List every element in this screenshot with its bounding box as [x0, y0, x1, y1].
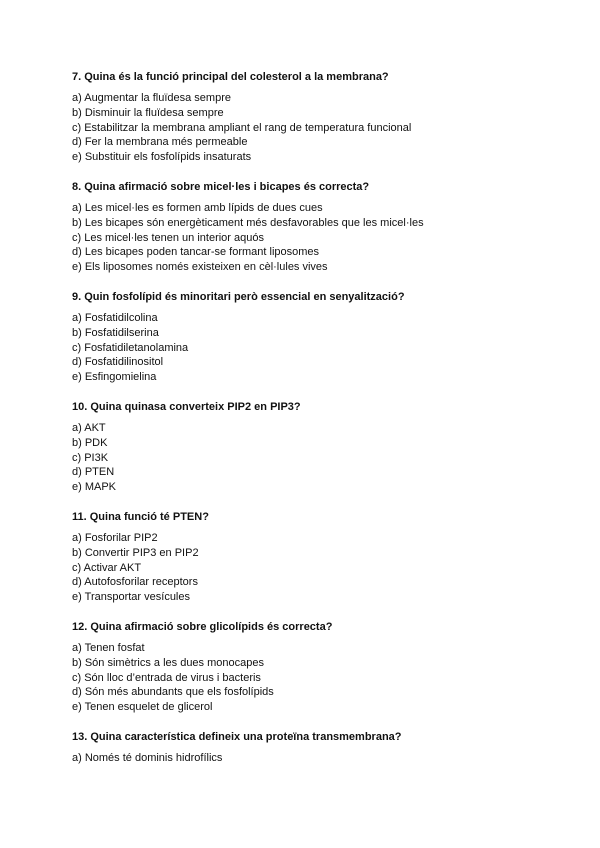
question-8	[72, 180, 542, 275]
option-b: b) Convertir PIP3 en PIP2	[72, 546, 199, 559]
question-13	[72, 730, 542, 766]
option-e: e) Substituir els fosfolípids insaturats	[72, 151, 252, 164]
question-title: 8. Quina afirmació sobre micel·les i bicapes és correcta?	[72, 180, 370, 193]
option-c: c) Són lloc d’entrada de virus i bacteris	[72, 671, 261, 684]
option-e: e) Els liposomes només existeixen en cèl·lules vives	[72, 261, 328, 274]
option-a: a) Les micel·les es formen amb lípids de dues cues	[72, 201, 323, 214]
option-a: a) Només té dominis hidrofílics	[72, 751, 223, 764]
option-list	[72, 311, 542, 385]
option-b: b) Són simètrics a les dues monocapes	[72, 656, 264, 669]
question-title: 9. Quin fosfolípid és minoritari però essencial en senyalització?	[72, 290, 405, 303]
question-9	[72, 290, 542, 385]
option-d: d) Les bicapes poden tancar-se formant liposomes	[72, 246, 320, 259]
option-a: a) Augmentar la fluïdesa sempre	[72, 92, 231, 104]
question-title: 12. Quina afirmació sobre glicolípids és correcta?	[72, 620, 333, 633]
option-d: d) Autofosforilar receptors	[72, 576, 198, 589]
option-a: a) Fosfatidilcolina	[72, 311, 158, 324]
question-title: 7. Quina és la funció principal del colesterol a la membrana?	[72, 71, 389, 83]
question-title: 13. Quina característica defineix una proteïna transmembrana?	[72, 730, 402, 743]
question-11	[72, 510, 542, 605]
option-e: e) Transportar vesícules	[72, 591, 190, 604]
question-title: 11. Quina funció té PTEN?	[72, 510, 209, 523]
option-b: b) Fosfatidilserina	[72, 326, 159, 339]
option-a: a) Tenen fosfat	[72, 641, 145, 654]
option-a: a) AKT	[72, 421, 106, 434]
option-b: b) PDK	[72, 436, 108, 449]
option-e: e) Tenen esquelet de glicerol	[72, 701, 213, 714]
option-a: a) Fosforilar PIP2	[72, 531, 158, 544]
option-b: b) Disminuir la fluïdesa sempre	[72, 106, 224, 119]
question-title: 10. Quina quinasa converteix PIP2 en PIP3?	[72, 400, 301, 413]
option-d: d) Fer la membrana més permeable	[72, 136, 248, 149]
question-10	[72, 400, 542, 495]
option-b: b) Les bicapes són energèticament més desfavorables que les micel·les	[72, 216, 424, 229]
option-c: c) Fosfatidiletanolamina	[72, 341, 189, 354]
option-d: d) PTEN	[72, 466, 115, 479]
option-c: c) Activar AKT	[72, 561, 142, 574]
question-12	[72, 620, 542, 715]
option-c: c) PI3K	[72, 451, 109, 464]
option-list	[72, 751, 542, 766]
option-list	[72, 201, 542, 275]
question-7	[72, 70, 542, 165]
option-c: c) Estabilitzar la membrana ampliant el rang de temperatura funcional	[72, 121, 412, 134]
option-list	[72, 421, 542, 495]
option-d: d) Són més abundants que els fosfolípids	[72, 686, 274, 699]
option-list	[72, 91, 542, 165]
question-list	[72, 70, 542, 781]
option-list	[72, 641, 542, 715]
option-d: d) Fosfatidilinositol	[72, 356, 164, 369]
option-list	[72, 531, 542, 605]
option-c: c) Les micel·les tenen un interior aquós	[72, 231, 264, 244]
option-e: e) MAPK	[72, 481, 117, 494]
option-e: e) Esfingomielina	[72, 371, 157, 384]
